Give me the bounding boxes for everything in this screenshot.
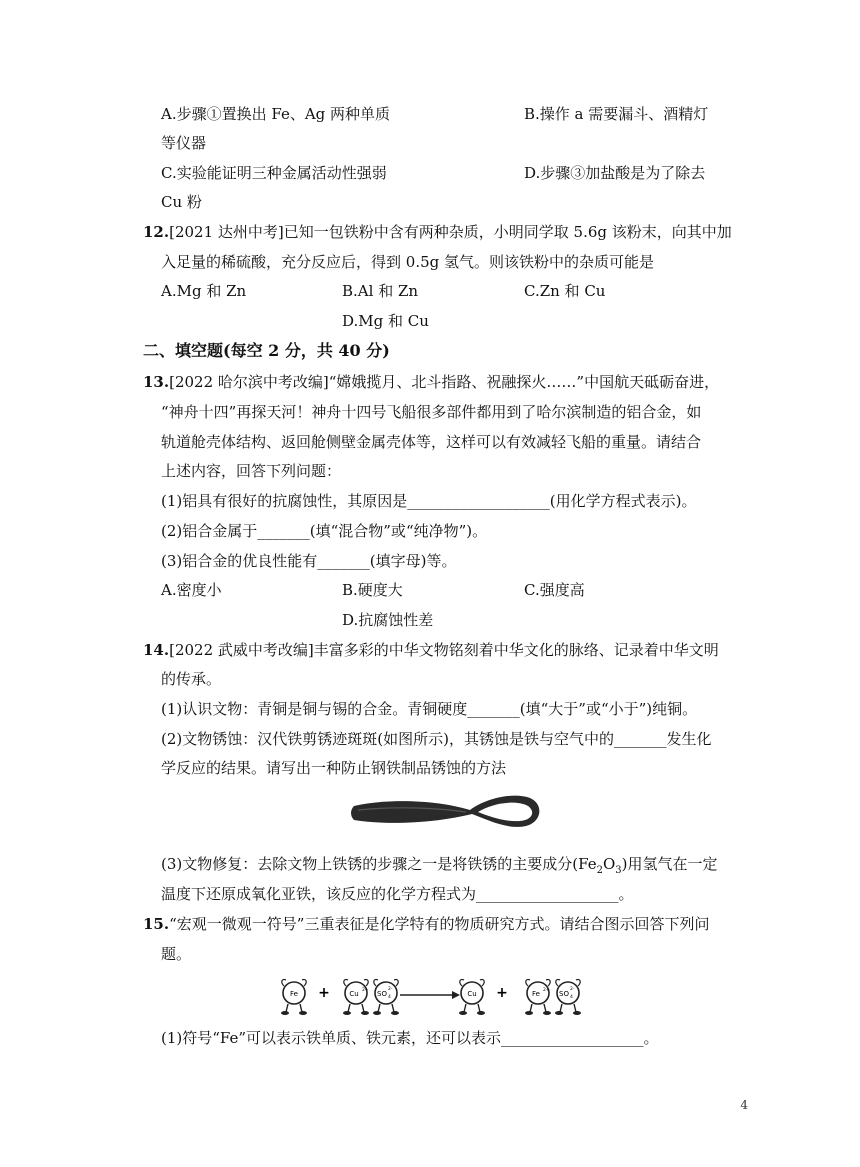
q13-sub3: (3)铝合金的优良性能有_______(填字母)等。 [161,552,457,570]
page-number: 4 [740,1098,748,1112]
reaction-diagram [276,974,600,1020]
q11-option-d: D.步骤③加盐酸是为了除去 [524,164,706,182]
so4-charge: 2- [388,987,393,992]
q14-sub3-line2: 温度下还原成氧化亚铁，该反应的化学方程式为___________________。 [161,885,634,903]
cu-label: Cu [467,990,477,998]
q13-stem-line1 [143,372,719,392]
so4-ion-icon-product [555,979,581,1015]
q12-stem-line2: 入足量的稀硫酸，充分反应后，得到 0.5g 氢气。则该铁粉中的杂质可能是 [161,253,654,271]
q13-option-c: C.强度高 [524,581,585,599]
q12-option-c: C.Zn 和 Cu [524,282,606,300]
q13-number: 13. [143,373,170,391]
q13-stem-text1: [2022 哈尔滨中考改编]“嫦娥揽月、北斗指路、祝融探火……”中国航天砥砺奋进， [169,373,720,391]
q14-stem-line1 [143,640,719,660]
q14-sub1: (1)认识文物：青铜是铜与锡的合金。青铜硬度_______(填“大于”或“小于”)纯铜。 [161,700,698,718]
q13-stem-line4: 上述内容，回答下列问题： [161,462,342,480]
q14-sub2-line1: (2)文物锈蚀：汉代铁剪锈迹斑斑(如图所示)，其锈蚀是铁与空气中的_______发生化 [161,730,712,748]
cu2-charge: 2+ [362,988,369,993]
so4-label-product: SO [559,990,569,998]
plus-sign-2: + [496,985,508,1001]
q12-option-d: D.Mg 和 Cu [342,312,429,330]
q11-option-b-cont: 等仪器 [161,134,207,152]
q11-option-a: A.步骤①置换出 Fe、Ag 两种单质 [161,105,391,123]
q13-sub1: (1)铝具有很好的抗腐蚀性，其原因是___________________(用化学方程式表示)。 [161,492,697,510]
q13-stem-line3: 轨道舱壳体结构、返回舱侧壁金属壳体等，这样可以有效减轻飞船的重量。请结合 [161,433,702,451]
q14-stem-text1: [2022 武威中考改编]丰富多彩的中华文物铭刻着中华文化的脉络、记录着中华文明 [169,641,719,659]
q14-sub3-sub2: 3 [615,865,622,876]
q12-number: 12. [143,223,170,241]
q15-sub1: (1)符号“Fe”可以表示铁单质、铁元素，还可以表示___________________。 [161,1029,659,1047]
q11-option-d-cont: Cu 粉 [161,193,202,211]
q14-sub3-mid: O [602,855,616,873]
q15-stem-line1 [143,914,709,934]
fe2-ion-icon [525,979,551,1015]
so4-charge-product: 2- [570,987,575,992]
section-heading: 二、填空题(每空 2 分，共 40 分) [143,341,390,360]
fe-label: Fe [290,990,298,998]
q15-stem-text1: “宏观一微观一符号”三重表征是化学特有的物质研究方式。请结合图示回答下列问 [169,915,710,933]
cu2-label: Cu [349,990,359,998]
cu2-ion-icon [343,979,369,1015]
so4-ion-icon [373,979,399,1015]
q14-sub2-line2: 学反应的结果。请写出一种防止钢铁制品锈蚀的方法 [161,759,507,777]
q13-sub2: (2)铝合金属于_______(填“混合物”或“纯净物”)。 [161,522,488,540]
fe2-label: Fe [532,990,540,998]
q11-option-b: B.操作 a 需要漏斗、酒精灯 [524,105,709,123]
so4-subscript-product: 4 [570,995,573,1000]
q14-stem-line2: 的传承。 [161,670,222,688]
q12-stem-text1: [2021 达州中考]已知一包铁粉中含有两种杂质，小明同学取 5.6g 该粉末，向其中加 [169,223,732,241]
so4-label: SO [377,990,387,998]
fe2-charge: 2+ [543,988,550,993]
so4-subscript: 4 [388,995,391,1000]
q13-option-d: D.抗腐蚀性差 [342,611,434,629]
rusted-scissors-image [348,788,544,836]
q15-stem-line2: 题。 [161,945,192,963]
q14-sub3-sub1: 2 [596,865,603,876]
q14-sub3-text-b: )用氢气在一定 [621,855,718,873]
q14-sub3-line1 [161,854,718,881]
cu-atom-icon [459,979,485,1015]
q12-option-a: A.Mg 和 Zn [161,282,247,300]
q13-stem-line2: “神舟十四”再探天河！神舟十四号飞船很多部件都用到了哈尔滨制造的铝合金，如 [161,403,702,421]
q14-number: 14. [143,641,170,659]
q13-option-a: A.密度小 [161,581,222,599]
q11-option-c: C.实验能证明三种金属活动性强弱 [161,164,387,182]
q15-number: 15. [143,915,170,933]
q12-stem-line1 [143,222,732,242]
plus-sign-1: + [318,985,330,1001]
q13-option-b: B.硬度大 [342,581,403,599]
fe-atom-icon [281,979,307,1015]
reaction-arrow-icon [400,991,460,999]
q12-option-b: B.Al 和 Zn [342,282,419,300]
q14-sub3-text-a: (3)文物修复：去除文物上铁锈的步骤之一是将铁锈的主要成分(Fe [161,855,597,873]
